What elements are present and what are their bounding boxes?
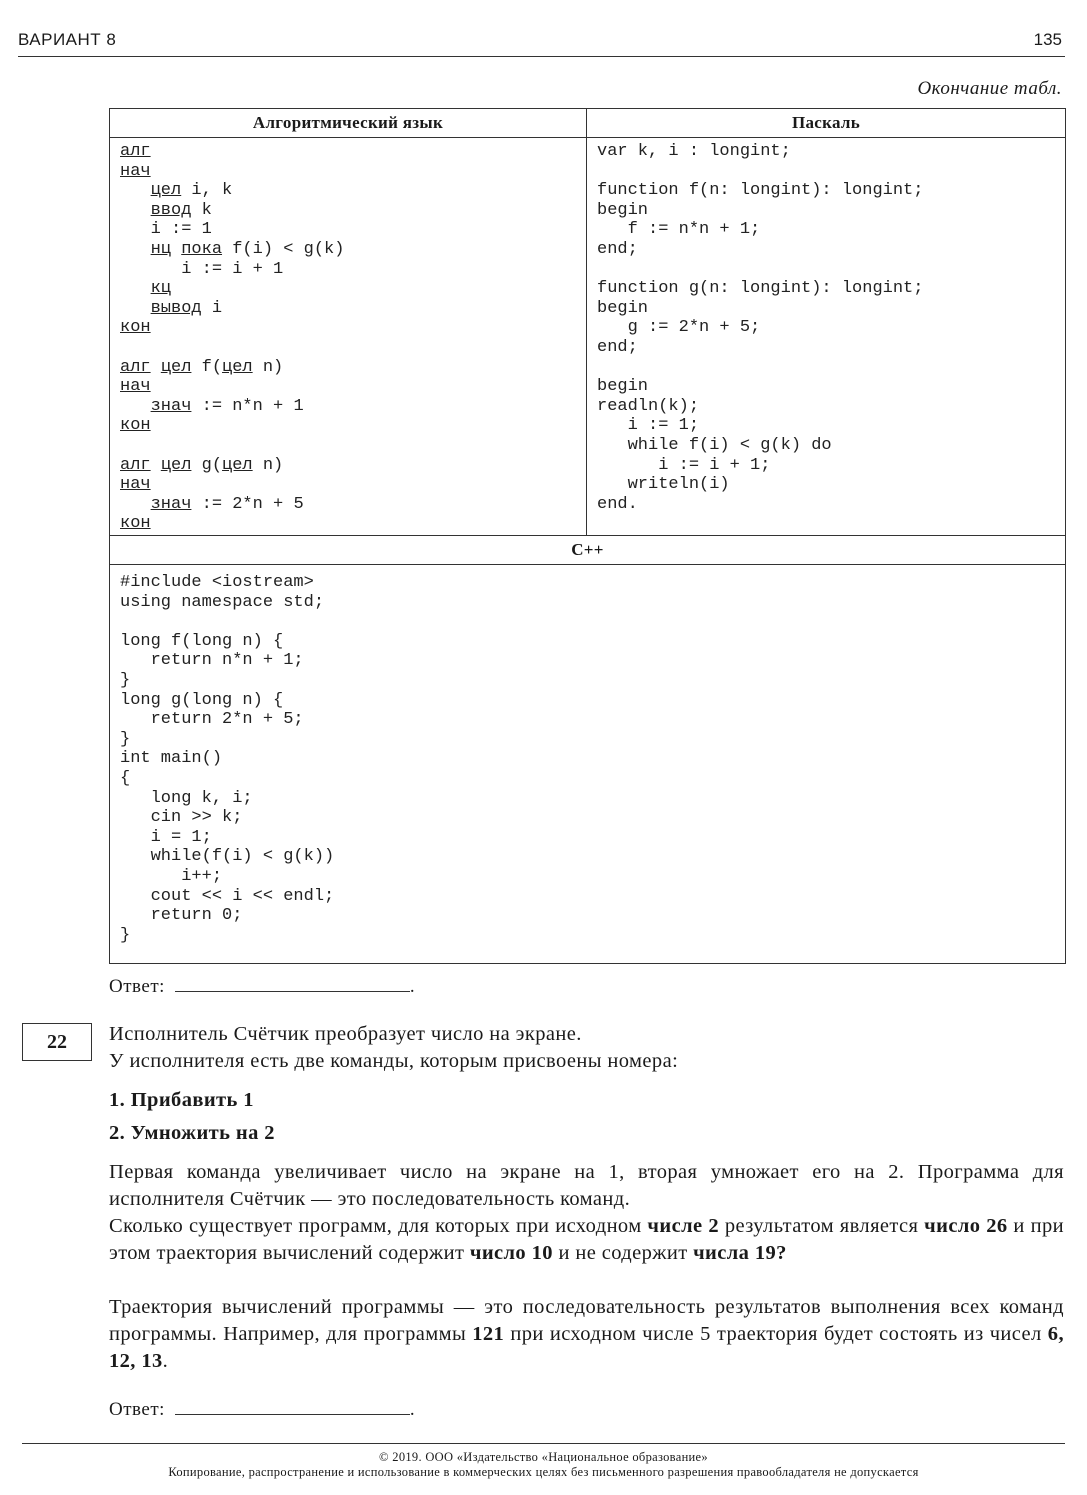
answer-blank[interactable] bbox=[175, 1396, 410, 1415]
page-number: 135 bbox=[1033, 30, 1062, 49]
answer-22: Ответ: . bbox=[109, 1396, 415, 1421]
alg-column-header: Алгоритмический язык bbox=[110, 109, 587, 138]
code-table bbox=[109, 108, 1066, 964]
footer-notice: Копирование, распространение и использование в коммерческих целях без письменного разрешения правообладателя не допускается bbox=[168, 1465, 919, 1479]
command-1: 1. Прибавить 1 bbox=[109, 1089, 254, 1111]
task-intro-2: У исполнителя есть две команды, которым присвоены номера: bbox=[109, 1050, 679, 1072]
task-number-box: 22 bbox=[22, 1023, 92, 1061]
footer-divider bbox=[22, 1443, 1065, 1444]
answer-label: Ответ: bbox=[109, 976, 165, 997]
task-trajectory: Траектория вычислений программы — это последовательность результатов выполнения всех команд программы. Например, для программы 121 при исходном числе 5 траектория будет состоять из чисел 6, 12, 13. bbox=[109, 1296, 1064, 1372]
variant-label: ВАРИАНТ 8 bbox=[18, 30, 117, 49]
pascal-column-header: Паскаль bbox=[587, 109, 1066, 138]
cpp-header: С++ bbox=[110, 536, 1066, 565]
alg-code: алг нач цел i, k ввод k i := 1 нц пока f(i) < g(k) i := i + 1 кц вывод i кон алг цел f(цел n) нач знач := n*n + 1 кон алг цел g(цел n) нач знач := 2*n + 5 кон bbox=[120, 142, 345, 534]
header-divider bbox=[18, 56, 1065, 57]
task-paragraph-1: Первая команда увеличивает число на экране на 1, вторая умножает его на 2. Программа для исполнителя Счётчик — это последовательность команд. bbox=[109, 1161, 1064, 1210]
answer-blank[interactable] bbox=[175, 973, 410, 992]
table-end-label: Окончание табл. bbox=[917, 78, 1062, 99]
pascal-code: var k, i : longint; function f(n: longint): longint; begin f := n*n + 1; end; function g(n: longint): longint; begin g := 2*n + 5; end; begin readln(k); i := 1; while f(i) < g(k) do i := i + 1; writeln(i) end. bbox=[597, 142, 924, 514]
answer-21: Ответ: . bbox=[109, 973, 415, 998]
footer-copyright: © 2019. ООО «Издательство «Национальное образование» bbox=[379, 1450, 708, 1464]
cpp-code-cell bbox=[110, 565, 1066, 964]
task-intro-1: Исполнитель Счётчик преобразует число на экране. bbox=[109, 1023, 582, 1045]
answer-label: Ответ: bbox=[109, 1399, 165, 1420]
pascal-code-cell bbox=[587, 138, 1066, 536]
alg-code-cell bbox=[110, 138, 587, 536]
task-question: Сколько существует программ, для которых при исходном числе 2 результатом является число 26 и при этом траектория вычислений содержит число 10 и не содержит числа 19? bbox=[109, 1215, 1064, 1264]
cpp-code: #include <iostream> using namespace std; long f(long n) { return n*n + 1; } long g(long n) { return 2*n + 5; } int main() { long k, i; cin >> k; i = 1; while(f(i) < g(k)) i++; cout << i << endl; return 0; } bbox=[120, 573, 335, 945]
command-2: 2. Умножить на 2 bbox=[109, 1122, 275, 1144]
